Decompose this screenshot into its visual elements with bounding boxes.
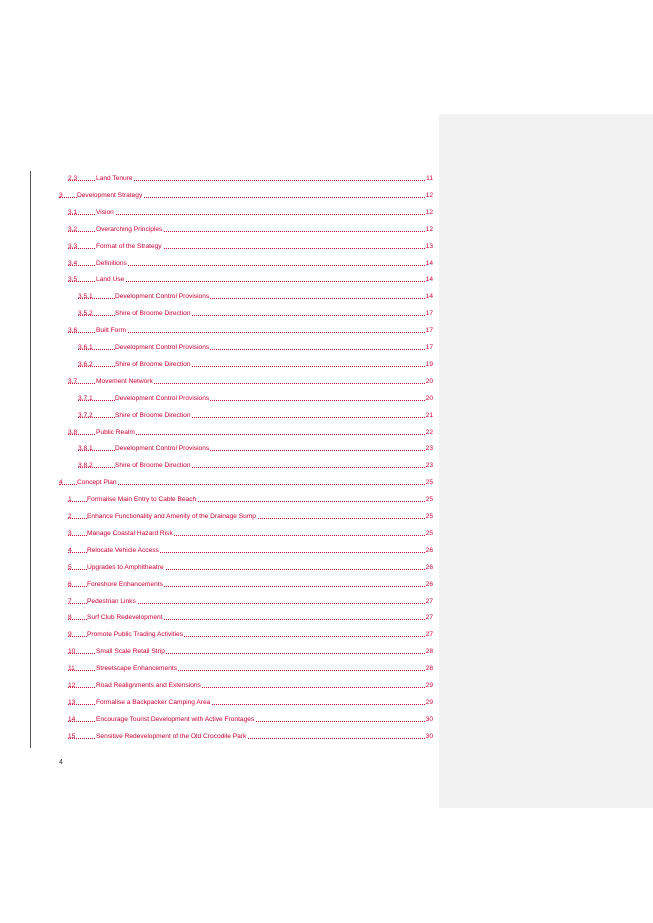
toc-entry-number: 3.7.1 (78, 394, 93, 402)
toc-entry-page: 22 (425, 428, 433, 436)
toc-entry-title: Streetscape Enhancements (96, 665, 178, 673)
toc-entry-page: 23 (425, 462, 433, 470)
toc-entry-page: 27 (425, 597, 433, 605)
toc-entry-number: 9 (68, 631, 72, 639)
toc-entry-page: 30 (425, 732, 433, 740)
toc-entry-page: 25 (425, 496, 433, 504)
toc-entry-page: 29 (425, 682, 433, 689)
toc-entry-title: Land Use (96, 276, 125, 284)
toc-entry-number: 13 (68, 698, 76, 706)
toc-entry-page: 14 (425, 259, 433, 267)
toc-entry-page: 27 (425, 614, 433, 622)
toc-entry-number: 1 (68, 496, 72, 504)
toc-entry-number: 2 (68, 513, 72, 520)
toc-entry-title: Shire of Broome Direction (115, 310, 191, 318)
toc-entry[interactable] (0, 428, 433, 438)
toc-entry-title: Built Form (96, 327, 127, 335)
toc-entry-number: 3.2 (68, 225, 78, 233)
toc-entry-page: 29 (425, 698, 433, 706)
toc-entry-number: 4 (59, 479, 63, 487)
toc-entry-page: 25 (425, 479, 433, 487)
toc-entry[interactable] (0, 275, 433, 285)
toc-entry-number: 3.5.2 (78, 310, 93, 318)
toc-entry-number: 7 (68, 597, 72, 605)
toc-entry[interactable] (0, 208, 433, 218)
toc-entry-page: 23 (425, 445, 433, 453)
toc-entry-number: 3.6 (68, 327, 78, 335)
toc-entry-page: 28 (425, 648, 433, 656)
toc-leader (68, 214, 433, 215)
toc-entry-title: Shire of Broome Direction (115, 411, 191, 419)
toc-entry[interactable] (0, 292, 433, 302)
toc-entry-number: 14 (68, 715, 76, 723)
toc-entry-title: Manage Coastal Hazard Risk (87, 529, 173, 537)
toc-entry-title: Land Tenure (96, 175, 133, 182)
toc-entry-title: Relocate Vehicle Access (87, 546, 159, 554)
toc-entry-page: 13 (425, 242, 433, 250)
toc-entry-number: 3.8.2 (78, 462, 93, 470)
toc-entry-title: Formalise Main Entry to Cable Beach (87, 496, 197, 504)
toc-entry-title: Upgrades to Amphitheatre (87, 563, 164, 571)
toc-entry[interactable] (0, 664, 433, 674)
toc-entry[interactable] (0, 478, 433, 488)
toc-entry-page: 17 (425, 344, 433, 351)
toc-entry-title: Surf Club Redevelopment (87, 614, 163, 622)
toc-entry[interactable] (0, 191, 433, 201)
toc-entry-number: 3.3 (68, 242, 78, 250)
toc-entry-page: 20 (425, 377, 433, 385)
toc-entry-title: Foreshore Enhancements (87, 580, 163, 588)
toc-entry-title: Promote Public Trading Activities (87, 631, 184, 639)
toc-entry-number: 3.6.1 (78, 344, 93, 351)
toc-entry[interactable] (0, 411, 433, 421)
toc-entry[interactable] (0, 343, 433, 353)
toc-entry-title: Development Control Provisions (115, 445, 210, 453)
toc-entry-number: 3.6.2 (78, 360, 93, 368)
toc-entry-page: 12 (425, 225, 433, 233)
toc-entry[interactable] (0, 377, 433, 387)
toc-entry-number: 4 (68, 546, 72, 554)
toc-entry-page: 20 (425, 394, 433, 402)
toc-entry-number: 3.8.1 (78, 445, 93, 453)
toc-entry-page: 27 (425, 631, 433, 639)
toc-entry-page: 14 (425, 293, 433, 301)
page-number: 4 (59, 759, 63, 766)
toc-entry-title: Development Control Provisions (115, 344, 210, 351)
toc-entry-number: 3.4 (68, 259, 78, 267)
toc-entry-title: Public Realm (96, 428, 135, 436)
toc-entry[interactable] (0, 225, 433, 235)
toc-entry-number: 3 (68, 529, 72, 537)
toc-entry-page: 14 (425, 276, 433, 284)
toc-entry-title: Movement Network (96, 377, 153, 385)
toc-entry[interactable] (0, 529, 433, 539)
toc-entry-number: 12 (68, 682, 76, 689)
toc-entry-title: Shire of Broome Direction (115, 360, 191, 368)
toc-entry-title: Formalise a Backpacker Camping Area (96, 698, 211, 706)
toc-entry-title: Format of the Strategy (96, 242, 162, 250)
toc-entry-title: Small Scale Retail Strip (96, 648, 165, 656)
toc-entry-number: 3.8 (68, 428, 78, 436)
toc-entry-page: 25 (425, 513, 433, 520)
toc-entry-number: 3.5.1 (78, 293, 93, 301)
toc-entry-title: Pedestrian Links (87, 597, 136, 605)
toc-entry[interactable] (0, 495, 433, 505)
toc-entry-number: 3 (59, 191, 63, 199)
toc-entry-page: 21 (425, 411, 433, 419)
toc-entry[interactable] (0, 563, 433, 573)
toc-entry[interactable] (0, 444, 433, 454)
toc-entry[interactable] (0, 647, 433, 657)
toc-entry-number: 11 (68, 665, 75, 673)
toc-entry[interactable] (0, 394, 433, 404)
toc-entry-page: 30 (425, 715, 433, 723)
toc-entry-title: Overarching Principles (96, 225, 163, 233)
toc-entry-page: 19 (425, 360, 433, 368)
toc-entry[interactable] (0, 326, 433, 336)
toc-entry-title: Vision (96, 208, 114, 216)
toc-entry-title: Development Strategy (77, 191, 143, 199)
toc-entry[interactable] (0, 597, 433, 607)
toc-entry[interactable] (0, 681, 433, 691)
toc-entry-page: 17 (425, 310, 433, 318)
toc-entry-number: 3.7.2 (78, 411, 93, 419)
toc-entry-title: Definitions (96, 259, 127, 267)
toc-entry[interactable] (0, 174, 433, 184)
toc-entry-number: 6 (68, 580, 72, 588)
toc-entry-number: 8 (68, 614, 72, 622)
toc-entry[interactable] (0, 461, 433, 471)
toc-entry[interactable] (0, 360, 433, 370)
toc-entry-title: Development Control Provisions (115, 394, 210, 402)
toc-entry[interactable] (0, 613, 433, 623)
toc-entry[interactable] (0, 259, 433, 269)
toc-entry-title: Concept Plan (77, 479, 117, 487)
toc-entry[interactable] (0, 698, 433, 708)
toc-entry[interactable] (0, 512, 433, 522)
toc-entry-title: Shire of Broome Direction (115, 462, 191, 470)
toc-entry-title: Road Realignments and Extensions (96, 682, 201, 689)
toc-entry-number: 2.3 (68, 175, 78, 182)
toc-entry-title: Development Control Provisions (115, 293, 210, 301)
toc-entry-title: Enhance Functionality and Amenity of the Drainage Sump (87, 513, 256, 520)
toc-entry[interactable] (0, 630, 433, 640)
toc-entry-number: 3.7 (68, 377, 78, 385)
toc-entry-page: 26 (425, 563, 433, 571)
toc-entry[interactable] (0, 242, 433, 252)
toc-entry-page: 28 (425, 665, 433, 673)
toc-entry-page: 26 (425, 546, 433, 554)
toc-entry-number: 10 (68, 648, 76, 656)
toc-entry[interactable] (0, 580, 433, 590)
toc-entry-number: 5 (68, 563, 72, 571)
toc-entry-number: 3.1 (68, 208, 78, 216)
toc-entry-page: 26 (425, 580, 433, 588)
toc-entry[interactable] (0, 546, 433, 556)
toc-entry[interactable] (0, 309, 433, 319)
toc-entry-number: 15 (68, 732, 76, 740)
toc-entry-page: 25 (425, 529, 433, 537)
toc-entry-page: 17 (425, 327, 433, 335)
toc-entry-title: Encourage Tourist Development with Active Frontages (96, 715, 255, 723)
toc-entry[interactable] (0, 715, 433, 725)
toc-entry-page: 12 (425, 208, 433, 216)
toc-entry-number: 3.5 (68, 276, 78, 284)
toc-entry[interactable] (0, 732, 433, 742)
toc-entry-page: 11 (426, 175, 433, 182)
toc-entry-title: Sensitive Redevelopment of the Old Crocodile Park (96, 732, 247, 740)
toc-entry-page: 12 (425, 191, 433, 199)
